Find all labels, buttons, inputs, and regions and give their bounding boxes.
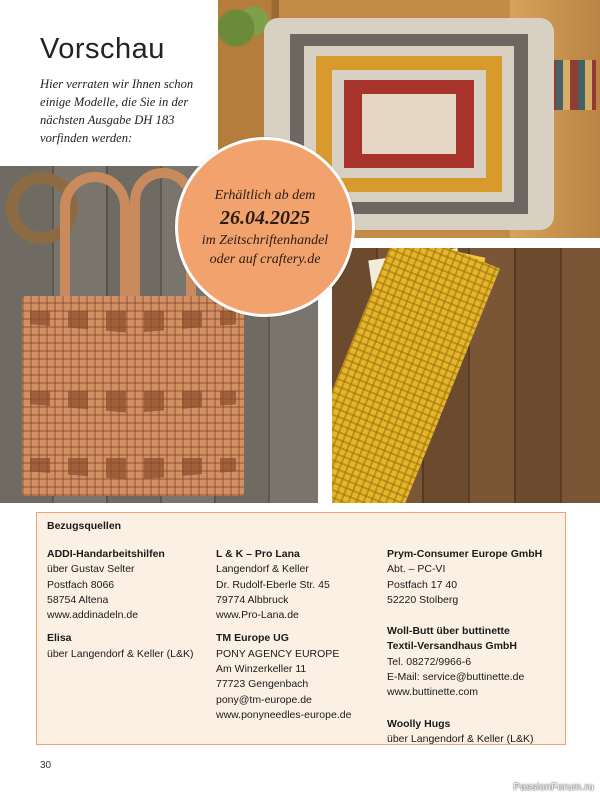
badge-line: Erhältlich ab dem xyxy=(214,187,316,203)
sources-title: Bezugsquellen xyxy=(47,520,122,532)
supplier-name: Prym-Consumer Europe GmbH xyxy=(387,548,543,560)
intro-text xyxy=(40,75,218,147)
supplier-name: ADDI-Handarbeitshilfen xyxy=(47,548,165,560)
supplier-entry xyxy=(47,547,194,623)
supplier-line: 79774 Albbruck xyxy=(216,593,289,606)
supplier-entry xyxy=(387,624,542,700)
page-title: Vorschau xyxy=(40,33,165,65)
intro-line: einige Modelle, die Sie in der xyxy=(40,95,189,109)
supplier-entry xyxy=(216,631,351,723)
supplier-line: 52220 Stolberg xyxy=(387,593,459,606)
supplier-name: L & K – Pro Lana xyxy=(216,548,300,560)
crochet-table-runner xyxy=(332,248,500,503)
supplier-line: Am Winzerkeller 11 xyxy=(216,663,307,676)
badge-line: im Zeitschriftenhandel xyxy=(201,232,329,248)
intro-line: vorfinden werden: xyxy=(40,131,133,145)
supplier-line: Postfach 8066 xyxy=(47,578,115,591)
supplier-entry xyxy=(387,717,542,748)
supplier-name: Elisa xyxy=(47,632,72,645)
supplier-email: E-Mail: service@buttinette.de xyxy=(387,671,525,684)
supplier-name: TM Europe UG xyxy=(216,632,289,645)
supplier-entry xyxy=(387,547,542,608)
sources-column-1 xyxy=(47,547,194,670)
supplier-entry xyxy=(47,631,194,662)
supplier-name: Woolly Hugs xyxy=(387,717,451,730)
supplier-line: PONY AGENCY EUROPE xyxy=(216,647,340,660)
supplier-website: www.addinadeln.de xyxy=(47,609,139,622)
sources-column-3 xyxy=(387,547,542,755)
sources-box xyxy=(36,512,566,745)
page-number: 30 xyxy=(40,760,52,771)
supplier-email: pony@tm-europe.de xyxy=(216,693,312,706)
supplier-line: Dr. Rudolf-Eberle Str. 45 xyxy=(216,578,330,591)
supplier-website: www.buttinette.com xyxy=(387,686,479,699)
supplier-line: Postfach 17 40 xyxy=(387,578,458,591)
watermark: PassionForum.ru xyxy=(513,782,594,793)
table-runner-photo xyxy=(332,248,600,503)
badge-line: oder auf craftery.de xyxy=(209,251,321,267)
supplier-line: 58754 Altena xyxy=(47,593,109,606)
supplier-line: 77723 Gengenbach xyxy=(216,678,309,691)
supplier-line: über Langendorf & Keller (L&K) xyxy=(47,647,194,660)
supplier-website: www.Pro-Lana.de xyxy=(216,609,299,622)
availability-badge xyxy=(175,137,355,317)
supplier-website: www.ponyneedles-europe.de xyxy=(216,708,352,721)
sources-column-2 xyxy=(216,547,351,731)
supplier-name: Woll-Butt über buttinette xyxy=(387,625,510,638)
supplier-line: Abt. – PC-VI xyxy=(387,563,446,576)
supplier-line: über Gustav Selter xyxy=(47,563,135,576)
supplier-name-line2: Textil-Versandhaus GmbH xyxy=(387,640,517,653)
supplier-line: Langendorf & Keller xyxy=(216,563,309,576)
intro-line: nächsten Ausgabe DH 183 xyxy=(40,113,175,127)
supplier-phone: Tel. 08272/9966-6 xyxy=(387,655,472,668)
supplier-line: über Langendorf & Keller (L&K) xyxy=(387,732,534,745)
release-date: 26.04.2025 xyxy=(220,206,310,229)
supplier-entry xyxy=(216,547,351,623)
intro-line: Hier verraten wir Ihnen schon xyxy=(40,77,194,91)
